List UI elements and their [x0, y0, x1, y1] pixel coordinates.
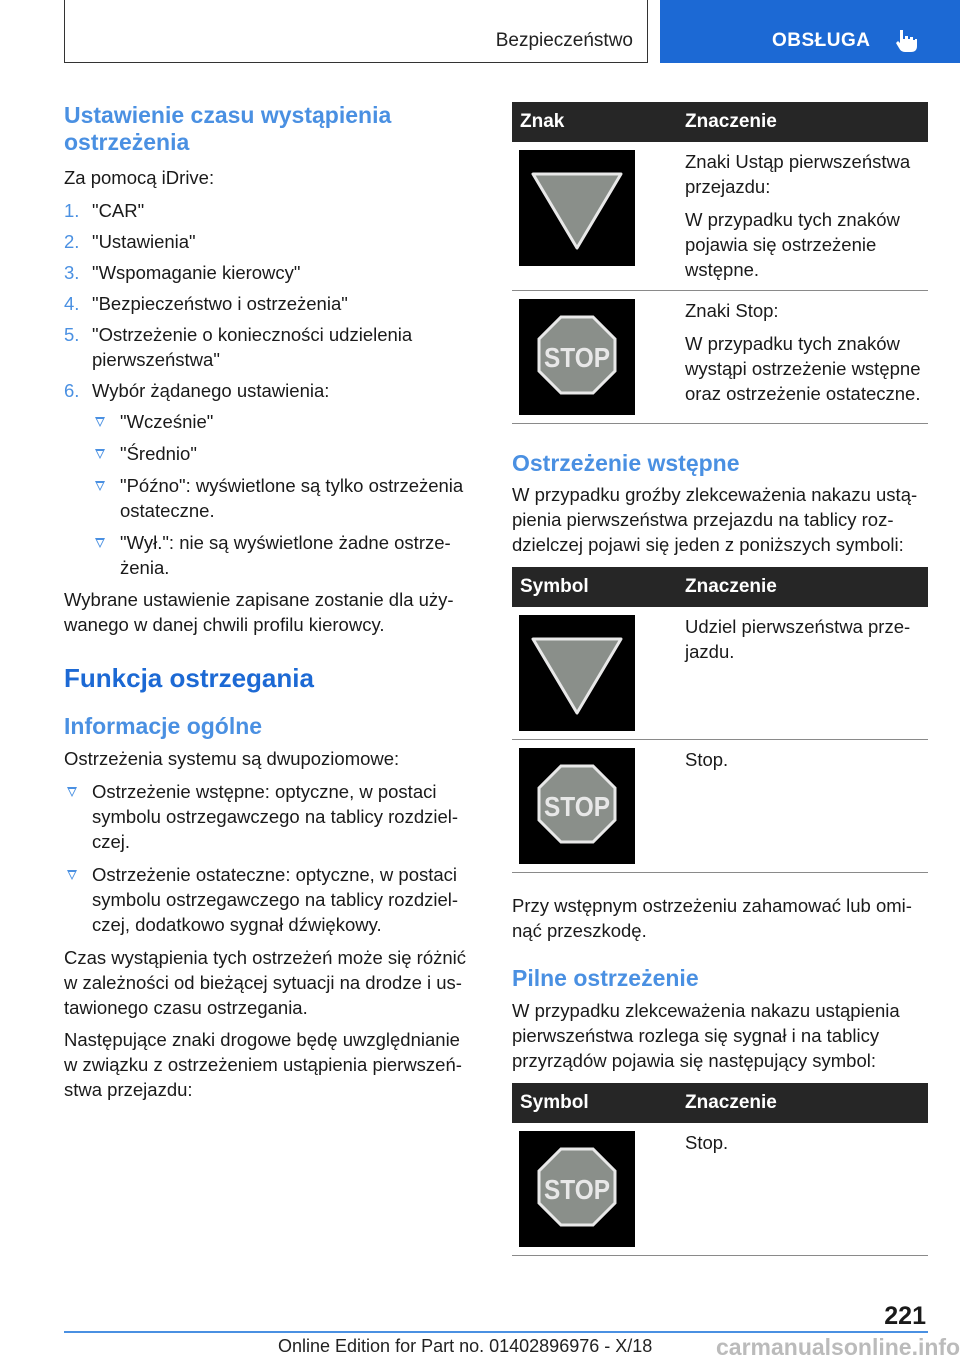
heading-warning-time: Ustawienie czasu wystąpienia ostrzeżenia — [64, 102, 392, 155]
bullet-triangle-icon — [67, 787, 77, 797]
table-cell: Udziel pierwszeństwa prze-jazdu. — [677, 607, 928, 740]
header-tab — [660, 0, 960, 63]
symbol-box — [519, 1131, 635, 1247]
list-item — [64, 198, 478, 223]
list-item — [64, 260, 478, 285]
list-item — [92, 441, 478, 466]
footer-edition: Online Edition for Part no. 01402896976 - X/18 — [278, 1336, 653, 1356]
header-section-box — [64, 0, 648, 63]
list-text: "Ustawienia" — [92, 231, 196, 252]
list-number: 2. — [64, 231, 80, 252]
hand-pointer-icon — [892, 26, 920, 54]
table-row — [512, 291, 928, 424]
bullet-triangle-icon — [67, 870, 77, 880]
list-text: "Średnio" — [120, 443, 197, 464]
list-text: "Wcześnie" — [120, 411, 214, 432]
list-text: "Wył.": nie są wyświetlone żadne ostrze-żenia. — [120, 532, 451, 578]
general-intro: Ostrzeżenia systemu są dwupoziomowe: — [64, 748, 400, 769]
table-header-cell: Symbol — [512, 1083, 677, 1123]
pre-warning-text: W przypadku groźby zlekceważenia nakazu ustą-pienia pierwszeństwa przejazdu na tablicy roz-dzielczej pojawi się jeden z poniższych symboli: — [512, 484, 918, 555]
list-number: 4. — [64, 293, 80, 314]
page-number: 221 — [884, 1302, 926, 1330]
symbol-box — [519, 299, 635, 415]
table-cell — [512, 607, 677, 740]
stop-sign-icon — [519, 1131, 635, 1247]
symbol-box — [519, 150, 635, 266]
bullet-triangle-icon — [95, 449, 105, 459]
meaning-text: Znaki Stop: — [685, 300, 779, 321]
table-cell — [512, 142, 677, 291]
signs-table — [512, 102, 928, 424]
urgent-warning-text: W przypadku zlekceważenia nakazu ustąpienia pierwszeństwa rozlega się sygnał i na tablicy przyrządów pojawia się następujący symbol: — [512, 1000, 900, 1071]
list-number: 6. — [64, 380, 80, 401]
pre-warning-table — [512, 567, 928, 873]
saved-setting-text: Wybrane ustawienie zapisane zostanie dla uży-wanego w danej chwili profilu kierowcy. — [64, 589, 454, 635]
list-item — [92, 530, 478, 580]
table-header-cell: Znak — [512, 102, 677, 142]
list-text: Ostrzeżenie ostateczne: optyczne, w postaci symbolu ostrzegawczego na tablicy rozdziel-czej, dodatkowo sygnał dźwiękowy. — [92, 864, 459, 935]
list-text: "Wspomaganie kierowcy" — [92, 262, 301, 283]
table-row — [512, 607, 928, 740]
table-cell — [512, 291, 677, 424]
list-item — [64, 291, 478, 316]
table-row — [512, 740, 928, 873]
bullet-triangle-icon — [95, 481, 105, 491]
stop-sign-icon — [519, 299, 635, 415]
heading-urgent-warning: Pilne ostrzeżenie — [512, 965, 699, 991]
list-number: 5. — [64, 324, 80, 345]
symbol-box — [519, 615, 635, 731]
heading-warning-function: Funkcja ostrzegania — [64, 663, 314, 693]
list-text: Ostrzeżenie wstępne: optyczne, w postaci symbolu ostrzegawczego na tablicy rozdziel-czej. — [92, 781, 459, 852]
table-cell: Stop. — [677, 740, 928, 873]
list-item — [64, 779, 478, 854]
table-header-cell: Znaczenie — [677, 567, 928, 607]
meaning-text: W przypadku tych znaków pojawia się ostrzeżenie wstępne. — [685, 209, 900, 280]
list-item — [64, 378, 478, 403]
table-header-cell: Znaczenie — [677, 102, 928, 142]
urgent-warning-table — [512, 1083, 928, 1256]
list-text: "Późno": wyświetlone są tylko ostrzeżenia ostateczne. — [120, 475, 464, 521]
table-cell: Stop. — [677, 1123, 928, 1256]
list-number: 3. — [64, 262, 80, 283]
table-row — [512, 142, 928, 291]
footer-watermark: carmanualsonline.info — [716, 1334, 960, 1360]
meaning-text: W przypadku tych znaków wystąpi ostrzeżenie wstępne oraz ostrzeżenie ostateczne. — [685, 333, 921, 404]
table-header-row — [512, 102, 928, 142]
table-cell — [677, 291, 928, 424]
bullet-triangle-icon — [95, 538, 105, 548]
table-cell — [512, 740, 677, 873]
header-tab-label: OBSŁUGA — [772, 30, 871, 51]
list-text: "Ostrzeżenie o konieczności udzielenia pierwszeństwa" — [92, 324, 413, 370]
symbol-box — [519, 748, 635, 864]
road-signs-text: Następujące znaki drogowe będę uwzględnianie w związku z ostrzeżeniem ustąpienia pierwszeń-stwa przejazdu: — [64, 1029, 462, 1100]
list-item — [64, 862, 478, 937]
warning-time-text: Czas wystąpienia tych ostrzeżeń może się różnić w zależności od bieżącej sytuacji na drodze i us-tawionego czasu ostrzegania. — [64, 947, 467, 1018]
steps-list — [64, 198, 478, 403]
list-item — [64, 229, 478, 254]
yield-sign-icon — [519, 150, 635, 266]
table-header-row — [512, 567, 928, 607]
brake-text: Przy wstępnym ostrzeżeniu zahamować lub omi-nąć przeszkodę. — [512, 895, 912, 941]
list-item — [92, 473, 478, 523]
idrive-intro: Za pomocą iDrive: — [64, 167, 215, 188]
list-item — [92, 409, 478, 434]
list-text: Wybór żądanego ustawienia: — [92, 380, 330, 401]
table-header-row — [512, 1083, 928, 1123]
list-text: "CAR" — [92, 200, 145, 221]
list-text: "Bezpieczeństwo i ostrzeżenia" — [92, 293, 348, 314]
heading-pre-warning: Ostrzeżenie wstępne — [512, 450, 740, 476]
right-column — [512, 102, 928, 1256]
left-column — [64, 102, 478, 1102]
list-item — [64, 322, 478, 372]
options-list — [64, 409, 478, 580]
table-cell — [677, 142, 928, 291]
bullet-triangle-icon — [95, 417, 105, 427]
table-row — [512, 1123, 928, 1256]
levels-list — [64, 779, 478, 937]
meaning-text: Znaki Ustąp pierwszeństwa przejazdu: — [685, 151, 911, 197]
list-number: 1. — [64, 200, 80, 221]
header-section-title: Bezpieczeństwo — [495, 30, 633, 51]
table-cell — [512, 1123, 677, 1256]
footer-rule — [64, 1331, 928, 1333]
yield-sign-icon — [519, 615, 635, 731]
stop-sign-icon — [519, 748, 635, 864]
table-header-cell: Znaczenie — [677, 1083, 928, 1123]
table-header-cell: Symbol — [512, 567, 677, 607]
heading-general-info: Informacje ogólne — [64, 713, 263, 739]
